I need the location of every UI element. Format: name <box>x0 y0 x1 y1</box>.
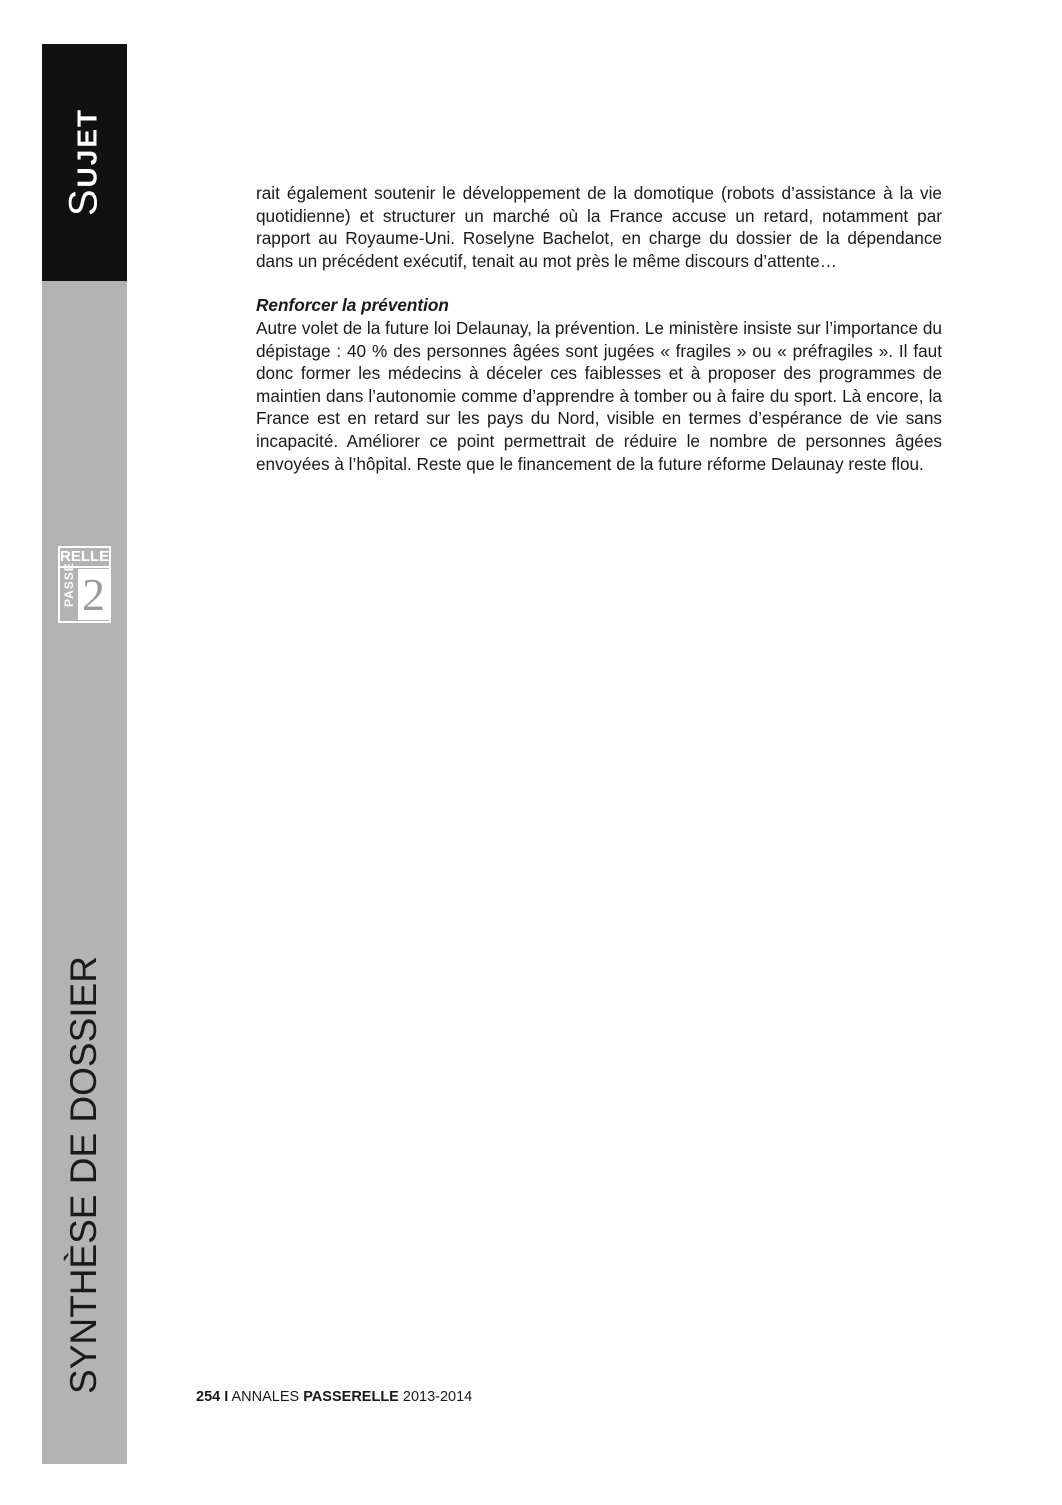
paragraph-1: rait également soutenir le développement de la domotique (robots d’assistance à la vie quotidienne) et structurer un marché où la France accuse un retard, notamment par rapport au Royaume-Uni. Roselyne Bachelot, en charge du dossier de la dépendance dans un précédent exécutif, tenait au mot près le même discours d’attente… <box>256 183 942 271</box>
section-label-cap: S <box>61 187 106 217</box>
footer-annales: ANNALES <box>231 1389 300 1405</box>
passerelle-logo <box>58 546 111 623</box>
page-footer <box>196 1389 472 1405</box>
sidebar-title: SYNTHÈSE DE DOSSIER <box>63 956 104 1394</box>
section-heading: Renforcer la prévention <box>256 295 449 316</box>
logo-number: 2 <box>78 569 109 620</box>
logo-side-text: PASSE <box>62 562 76 607</box>
footer-brand: PASSERELLE <box>303 1389 399 1405</box>
logo-top-text: RELLE <box>60 548 109 568</box>
paragraph-2: Autre volet de la future loi Delaunay, la prévention. Le ministère insiste sur l’importance du dépistage : 40 % des personnes âgées sont jugées « fragiles » ou « préfragiles ». Il faut donc former les médecins à déceler ces faiblesses et à proposer des programmes de maintien dans l’autonomie comme d’apprendre à tomber ou à faire du sport. Là encore, la France est en retard sur les pays du Nord, visible en termes d’espérance de vie sans incapacité. Améliorer ce point permettrait de réduire le nombre de personnes âgées envoyées à l’hôpital. Reste que le financement de la future réforme Delaunay reste flou. <box>256 317 942 474</box>
footer-separator: I <box>224 1389 229 1405</box>
section-label-rest: UJET <box>71 107 103 188</box>
footer-years: 2013-2014 <box>402 1389 473 1405</box>
article-body <box>256 182 942 475</box>
page-number: 254 <box>196 1389 221 1405</box>
section-label <box>62 108 107 216</box>
